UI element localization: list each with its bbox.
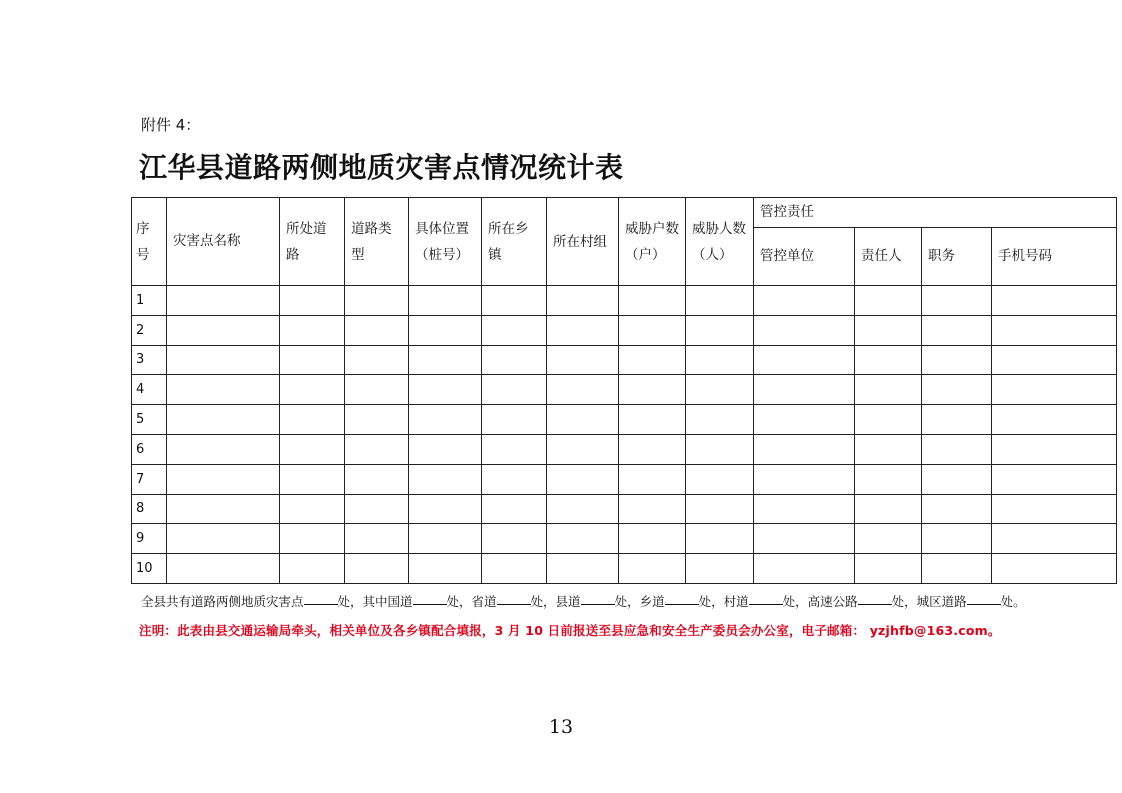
table-cell[interactable]	[167, 524, 280, 554]
fill-blank[interactable]	[413, 603, 447, 605]
table-cell[interactable]	[409, 315, 482, 345]
table-cell[interactable]	[167, 345, 280, 375]
table-cell[interactable]	[167, 554, 280, 584]
table-cell[interactable]	[280, 434, 345, 464]
table-row	[132, 315, 1117, 345]
table-cell[interactable]	[409, 434, 482, 464]
table-cell[interactable]	[619, 345, 686, 375]
table-cell[interactable]	[686, 375, 754, 405]
table-cell[interactable]	[482, 345, 547, 375]
table-cell[interactable]	[482, 286, 547, 316]
table-row	[132, 345, 1117, 375]
table-cell[interactable]	[619, 315, 686, 345]
table-cell[interactable]	[855, 554, 922, 584]
table-cell[interactable]	[754, 434, 855, 464]
table-cell[interactable]	[619, 286, 686, 316]
table-cell[interactable]	[619, 375, 686, 405]
table-cell[interactable]	[686, 524, 754, 554]
table-row	[132, 464, 1117, 494]
table-cell[interactable]	[754, 405, 855, 435]
table-cell[interactable]	[409, 554, 482, 584]
header-road: 所处道路	[280, 198, 345, 286]
table-cell[interactable]	[280, 315, 345, 345]
table-cell[interactable]	[167, 494, 280, 524]
table-cell[interactable]	[345, 494, 409, 524]
table-cell[interactable]	[754, 494, 855, 524]
header-location: 具体位置（桩号）	[409, 198, 482, 286]
table-cell[interactable]	[547, 464, 619, 494]
table-cell[interactable]	[754, 286, 855, 316]
table-cell[interactable]	[686, 494, 754, 524]
table-cell[interactable]	[922, 405, 992, 435]
table-cell[interactable]	[992, 464, 1117, 494]
table-cell[interactable]	[922, 286, 992, 316]
table-cell[interactable]	[686, 286, 754, 316]
table-cell[interactable]	[619, 524, 686, 554]
fill-blank[interactable]	[858, 603, 892, 605]
header-road-type: 道路类型	[345, 198, 409, 286]
table-cell[interactable]	[922, 554, 992, 584]
table-cell[interactable]	[855, 315, 922, 345]
table-cell[interactable]	[922, 494, 992, 524]
header-responsible: 责任人	[855, 228, 922, 286]
table-cell[interactable]	[280, 554, 345, 584]
table-cell[interactable]	[922, 315, 992, 345]
table-cell[interactable]	[167, 405, 280, 435]
fill-blank[interactable]	[967, 603, 1001, 605]
table-cell[interactable]	[167, 315, 280, 345]
table-cell[interactable]	[547, 405, 619, 435]
table-cell[interactable]	[922, 464, 992, 494]
table-cell[interactable]	[547, 315, 619, 345]
table-cell[interactable]	[992, 554, 1117, 584]
note-text: 注明：此表由县交通运输局牵头，相关单位及各乡镇配合填报，3 月 10 日前报送至县应急和安全生产委员会办公室，电子邮箱： yzjhfb@163.com。	[139, 623, 1001, 638]
table-cell[interactable]	[754, 554, 855, 584]
table-cell[interactable]	[482, 464, 547, 494]
table-cell[interactable]	[482, 524, 547, 554]
table-row	[132, 554, 1117, 584]
table-cell[interactable]	[992, 434, 1117, 464]
table-cell[interactable]	[280, 345, 345, 375]
table-row	[132, 375, 1117, 405]
table-cell[interactable]	[754, 464, 855, 494]
table-cell[interactable]	[547, 375, 619, 405]
table-cell[interactable]	[992, 524, 1117, 554]
header-people: 威胁人数（人）	[686, 198, 754, 286]
header-control-unit: 管控单位	[754, 228, 855, 286]
table-cell[interactable]	[482, 375, 547, 405]
table-cell[interactable]	[754, 375, 855, 405]
table-cell[interactable]	[409, 345, 482, 375]
row-number: 4	[132, 375, 167, 405]
table-cell[interactable]	[280, 494, 345, 524]
fill-blank[interactable]	[581, 603, 615, 605]
header-name: 灾害点名称	[167, 198, 280, 286]
table-cell[interactable]	[686, 405, 754, 435]
attachment-label: 附件 4：	[141, 116, 201, 134]
table-cell[interactable]	[280, 524, 345, 554]
header-township: 所在乡镇	[482, 198, 547, 286]
table-cell[interactable]	[409, 494, 482, 524]
table-cell[interactable]	[686, 345, 754, 375]
table-cell[interactable]	[922, 524, 992, 554]
table-cell[interactable]	[855, 375, 922, 405]
row-number: 3	[132, 345, 167, 375]
table-cell[interactable]	[167, 286, 280, 316]
page-title: 江华县道路两侧地质灾害点情况统计表	[139, 151, 624, 184]
summary-line: 全县共有道路两侧地质灾害点 处，其中国道 处，省道 处，县道 处，乡道 处，村道 处，高速公路 处，城区道路 处。	[141, 594, 1026, 609]
fill-blank[interactable]	[497, 603, 531, 605]
header-position: 职务	[922, 228, 992, 286]
table-cell[interactable]	[922, 345, 992, 375]
table-cell[interactable]	[345, 286, 409, 316]
table-cell[interactable]	[345, 345, 409, 375]
table-cell[interactable]	[855, 464, 922, 494]
row-number: 2	[132, 315, 167, 345]
table-cell[interactable]	[992, 345, 1117, 375]
table-cell[interactable]	[167, 375, 280, 405]
row-number: 5	[132, 405, 167, 435]
table-cell[interactable]	[754, 524, 855, 554]
row-number: 9	[132, 524, 167, 554]
table-cell[interactable]	[922, 375, 992, 405]
table-cell[interactable]	[547, 434, 619, 464]
table-cell[interactable]	[754, 345, 855, 375]
table-cell[interactable]	[482, 405, 547, 435]
header-village: 所在村组	[547, 198, 619, 286]
row-number: 1	[132, 286, 167, 316]
table-cell[interactable]	[409, 464, 482, 494]
table-cell[interactable]	[686, 434, 754, 464]
table-cell[interactable]	[619, 554, 686, 584]
row-number: 8	[132, 494, 167, 524]
header-control: 管控责任	[754, 198, 1117, 228]
table-cell[interactable]	[855, 494, 922, 524]
table-cell[interactable]	[280, 286, 345, 316]
table-cell[interactable]	[855, 286, 922, 316]
table-cell[interactable]	[547, 286, 619, 316]
table-cell[interactable]	[482, 434, 547, 464]
table-cell[interactable]	[345, 554, 409, 584]
table-cell[interactable]	[855, 345, 922, 375]
table-cell[interactable]	[280, 405, 345, 435]
table-cell[interactable]	[547, 524, 619, 554]
table-row	[132, 405, 1117, 435]
table-cell[interactable]	[992, 405, 1117, 435]
table-cell[interactable]	[686, 554, 754, 584]
table-cell[interactable]	[409, 286, 482, 316]
fill-blank[interactable]	[304, 603, 338, 605]
table-cell[interactable]	[409, 524, 482, 554]
table-cell[interactable]	[167, 434, 280, 464]
page-number: 13	[548, 716, 574, 738]
table-cell[interactable]	[345, 464, 409, 494]
table-cell[interactable]	[345, 375, 409, 405]
table-cell[interactable]	[547, 345, 619, 375]
header-households: 威胁户数（户）	[619, 198, 686, 286]
table-cell[interactable]	[992, 315, 1117, 345]
table-cell[interactable]	[619, 464, 686, 494]
row-number: 6	[132, 434, 167, 464]
table-cell[interactable]	[345, 434, 409, 464]
table-cell[interactable]	[547, 494, 619, 524]
table-cell[interactable]	[619, 405, 686, 435]
header-seq: 序号	[132, 198, 167, 286]
table-cell[interactable]	[855, 434, 922, 464]
table-cell[interactable]	[619, 494, 686, 524]
table-row	[132, 434, 1117, 464]
table-cell[interactable]	[855, 524, 922, 554]
table-cell[interactable]	[345, 405, 409, 435]
table-cell[interactable]	[547, 554, 619, 584]
table-cell[interactable]	[280, 375, 345, 405]
table-cell[interactable]	[345, 315, 409, 345]
table-cell[interactable]	[992, 494, 1117, 524]
table-cell[interactable]	[992, 375, 1117, 405]
table-row	[132, 494, 1117, 524]
table-cell[interactable]	[855, 405, 922, 435]
table-cell[interactable]	[922, 434, 992, 464]
table-cell[interactable]	[280, 464, 345, 494]
table-cell[interactable]	[992, 286, 1117, 316]
table-row	[132, 286, 1117, 316]
table-cell[interactable]	[482, 315, 547, 345]
row-number: 7	[132, 464, 167, 494]
statistics-table	[131, 197, 1117, 584]
table-cell[interactable]	[686, 464, 754, 494]
table-cell[interactable]	[686, 315, 754, 345]
table-cell[interactable]	[482, 554, 547, 584]
table-cell[interactable]	[409, 375, 482, 405]
table-cell[interactable]	[619, 434, 686, 464]
fill-blank[interactable]	[665, 603, 699, 605]
header-phone: 手机号码	[992, 228, 1117, 286]
table-cell[interactable]	[345, 524, 409, 554]
fill-blank[interactable]	[749, 603, 783, 605]
table-cell[interactable]	[754, 315, 855, 345]
table-cell[interactable]	[167, 464, 280, 494]
row-number: 10	[132, 554, 167, 584]
table-cell[interactable]	[409, 405, 482, 435]
table-cell[interactable]	[482, 494, 547, 524]
table-row	[132, 524, 1117, 554]
